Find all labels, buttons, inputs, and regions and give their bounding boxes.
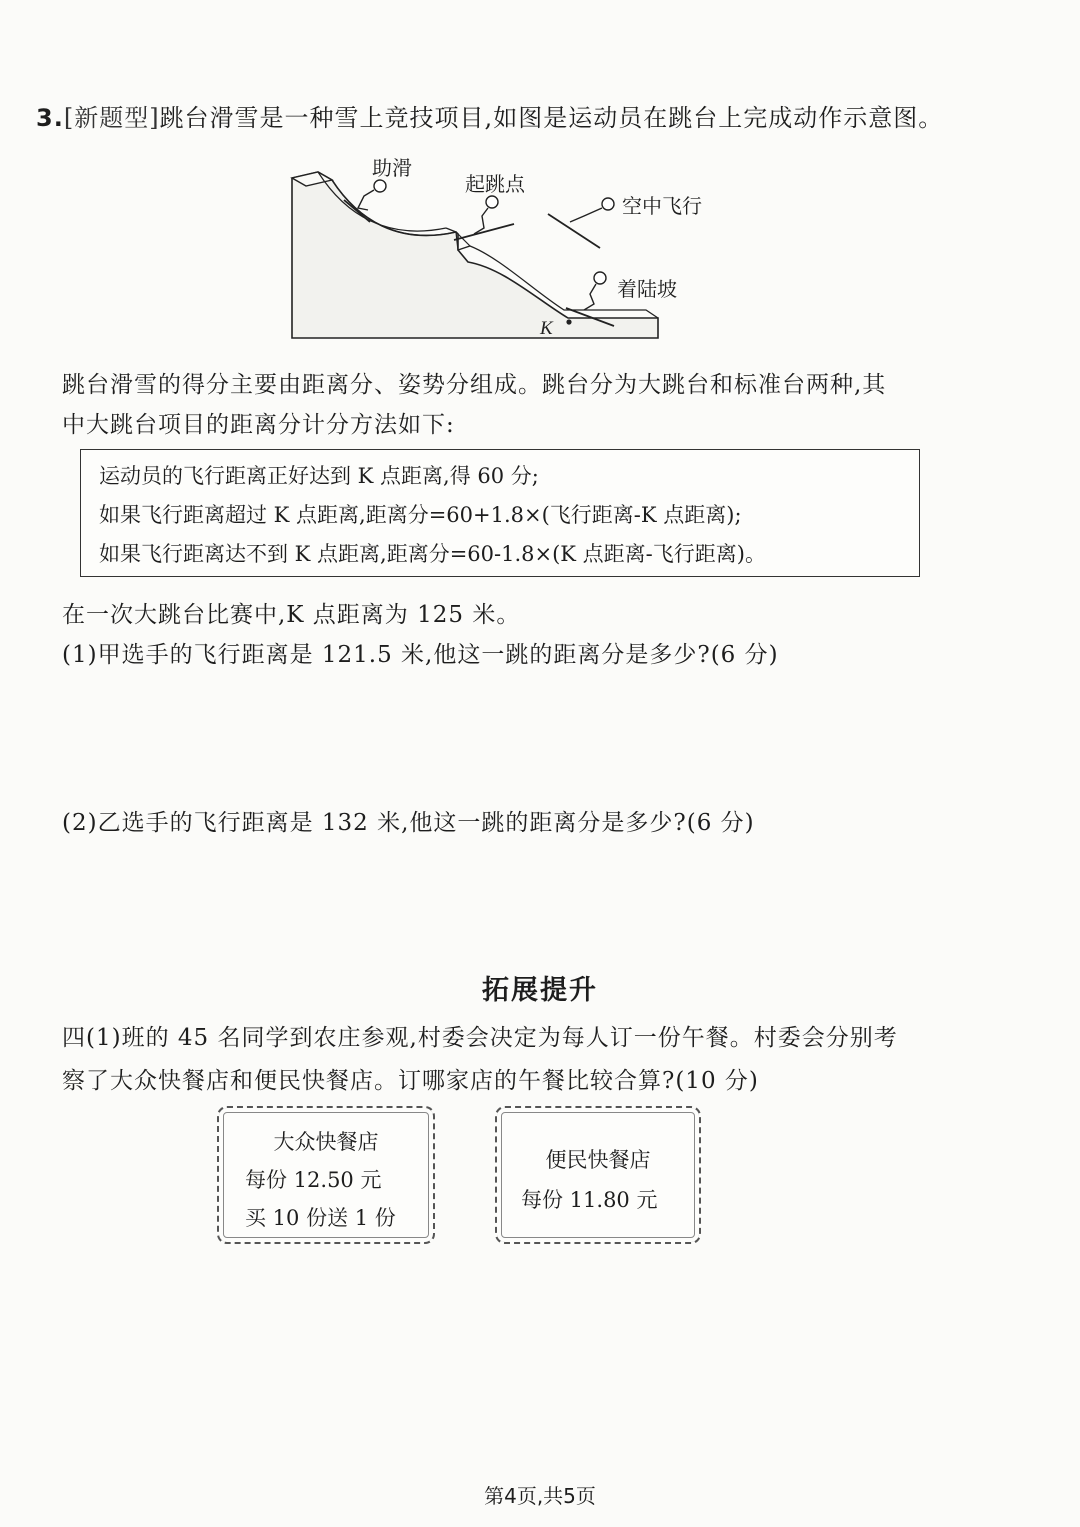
sub-question-1: (1)甲选手的飞行距离是 121.5 米,他这一跳的距离分是多少?(6 分): [62, 642, 779, 668]
shop-b-name: 便民快餐店: [545, 1148, 651, 1172]
rule-over: 如果飞行距离超过 K 点距离,距离分=60+1.8×(飞行距离-K 点距离);: [99, 503, 742, 527]
label-landing-slope: 着陆坡: [617, 277, 677, 301]
label-takeoff-point: 起跳点: [465, 172, 525, 196]
sub-question-2: (2)乙选手的飞行距离是 132 米,他这一跳的距离分是多少?(6 分): [62, 810, 755, 836]
shop-a-name: 大众快餐店: [273, 1130, 379, 1154]
shop-card-dazhong: [217, 1106, 435, 1244]
intro-line-1: 跳台滑雪的得分主要由距离分、姿势分组成。跳台分为大跳台和标准台两种,其: [62, 372, 887, 398]
shop-a-price: 每份 12.50 元: [245, 1168, 382, 1192]
question-title-text: 跳台滑雪是一种雪上竞技项目,如图是运动员在跳台上完成动作示意图。: [159, 104, 944, 132]
section-heading: 拓展提升: [482, 975, 598, 1006]
skier-takeoff: [454, 196, 514, 240]
question-type-tag: [新题型]: [63, 104, 160, 132]
rule-under: 如果飞行距离达不到 K 点距离,距离分=60-1.8×(K 点距离-飞行距离)。: [99, 542, 766, 566]
intro-line-2: 中大跳台项目的距离分计分方法如下:: [62, 412, 455, 438]
page-footer: 第4页,共5页: [484, 1484, 596, 1508]
label-assist-slide: 助滑: [372, 156, 412, 180]
shop-card-bianmin: [495, 1106, 701, 1244]
k-point-label: K: [540, 318, 553, 339]
scoring-rules-box: [80, 449, 920, 577]
k-point-marker: [566, 319, 571, 324]
problem-line-1: 四(1)班的 45 名同学到农庄参观,村委会决定为每人订一份午餐。村委会分别考: [62, 1025, 898, 1051]
context-line: 在一次大跳台比赛中,K 点距离为 125 米。: [62, 602, 521, 628]
shop-a-promo: 买 10 份送 1 份: [245, 1206, 396, 1230]
rule-exact: 运动员的飞行距离正好达到 K 点距离,得 60 分;: [99, 464, 539, 488]
problem-line-2: 察了大众快餐店和便民快餐店。订哪家店的午餐比较合算?(10 分): [62, 1068, 759, 1094]
label-flight: 空中飞行: [622, 194, 702, 218]
question-3-title: [36, 98, 943, 133]
skier-flight: [548, 198, 614, 248]
question-number: 3.: [36, 104, 64, 132]
shop-b-price: 每份 11.80 元: [521, 1188, 658, 1212]
